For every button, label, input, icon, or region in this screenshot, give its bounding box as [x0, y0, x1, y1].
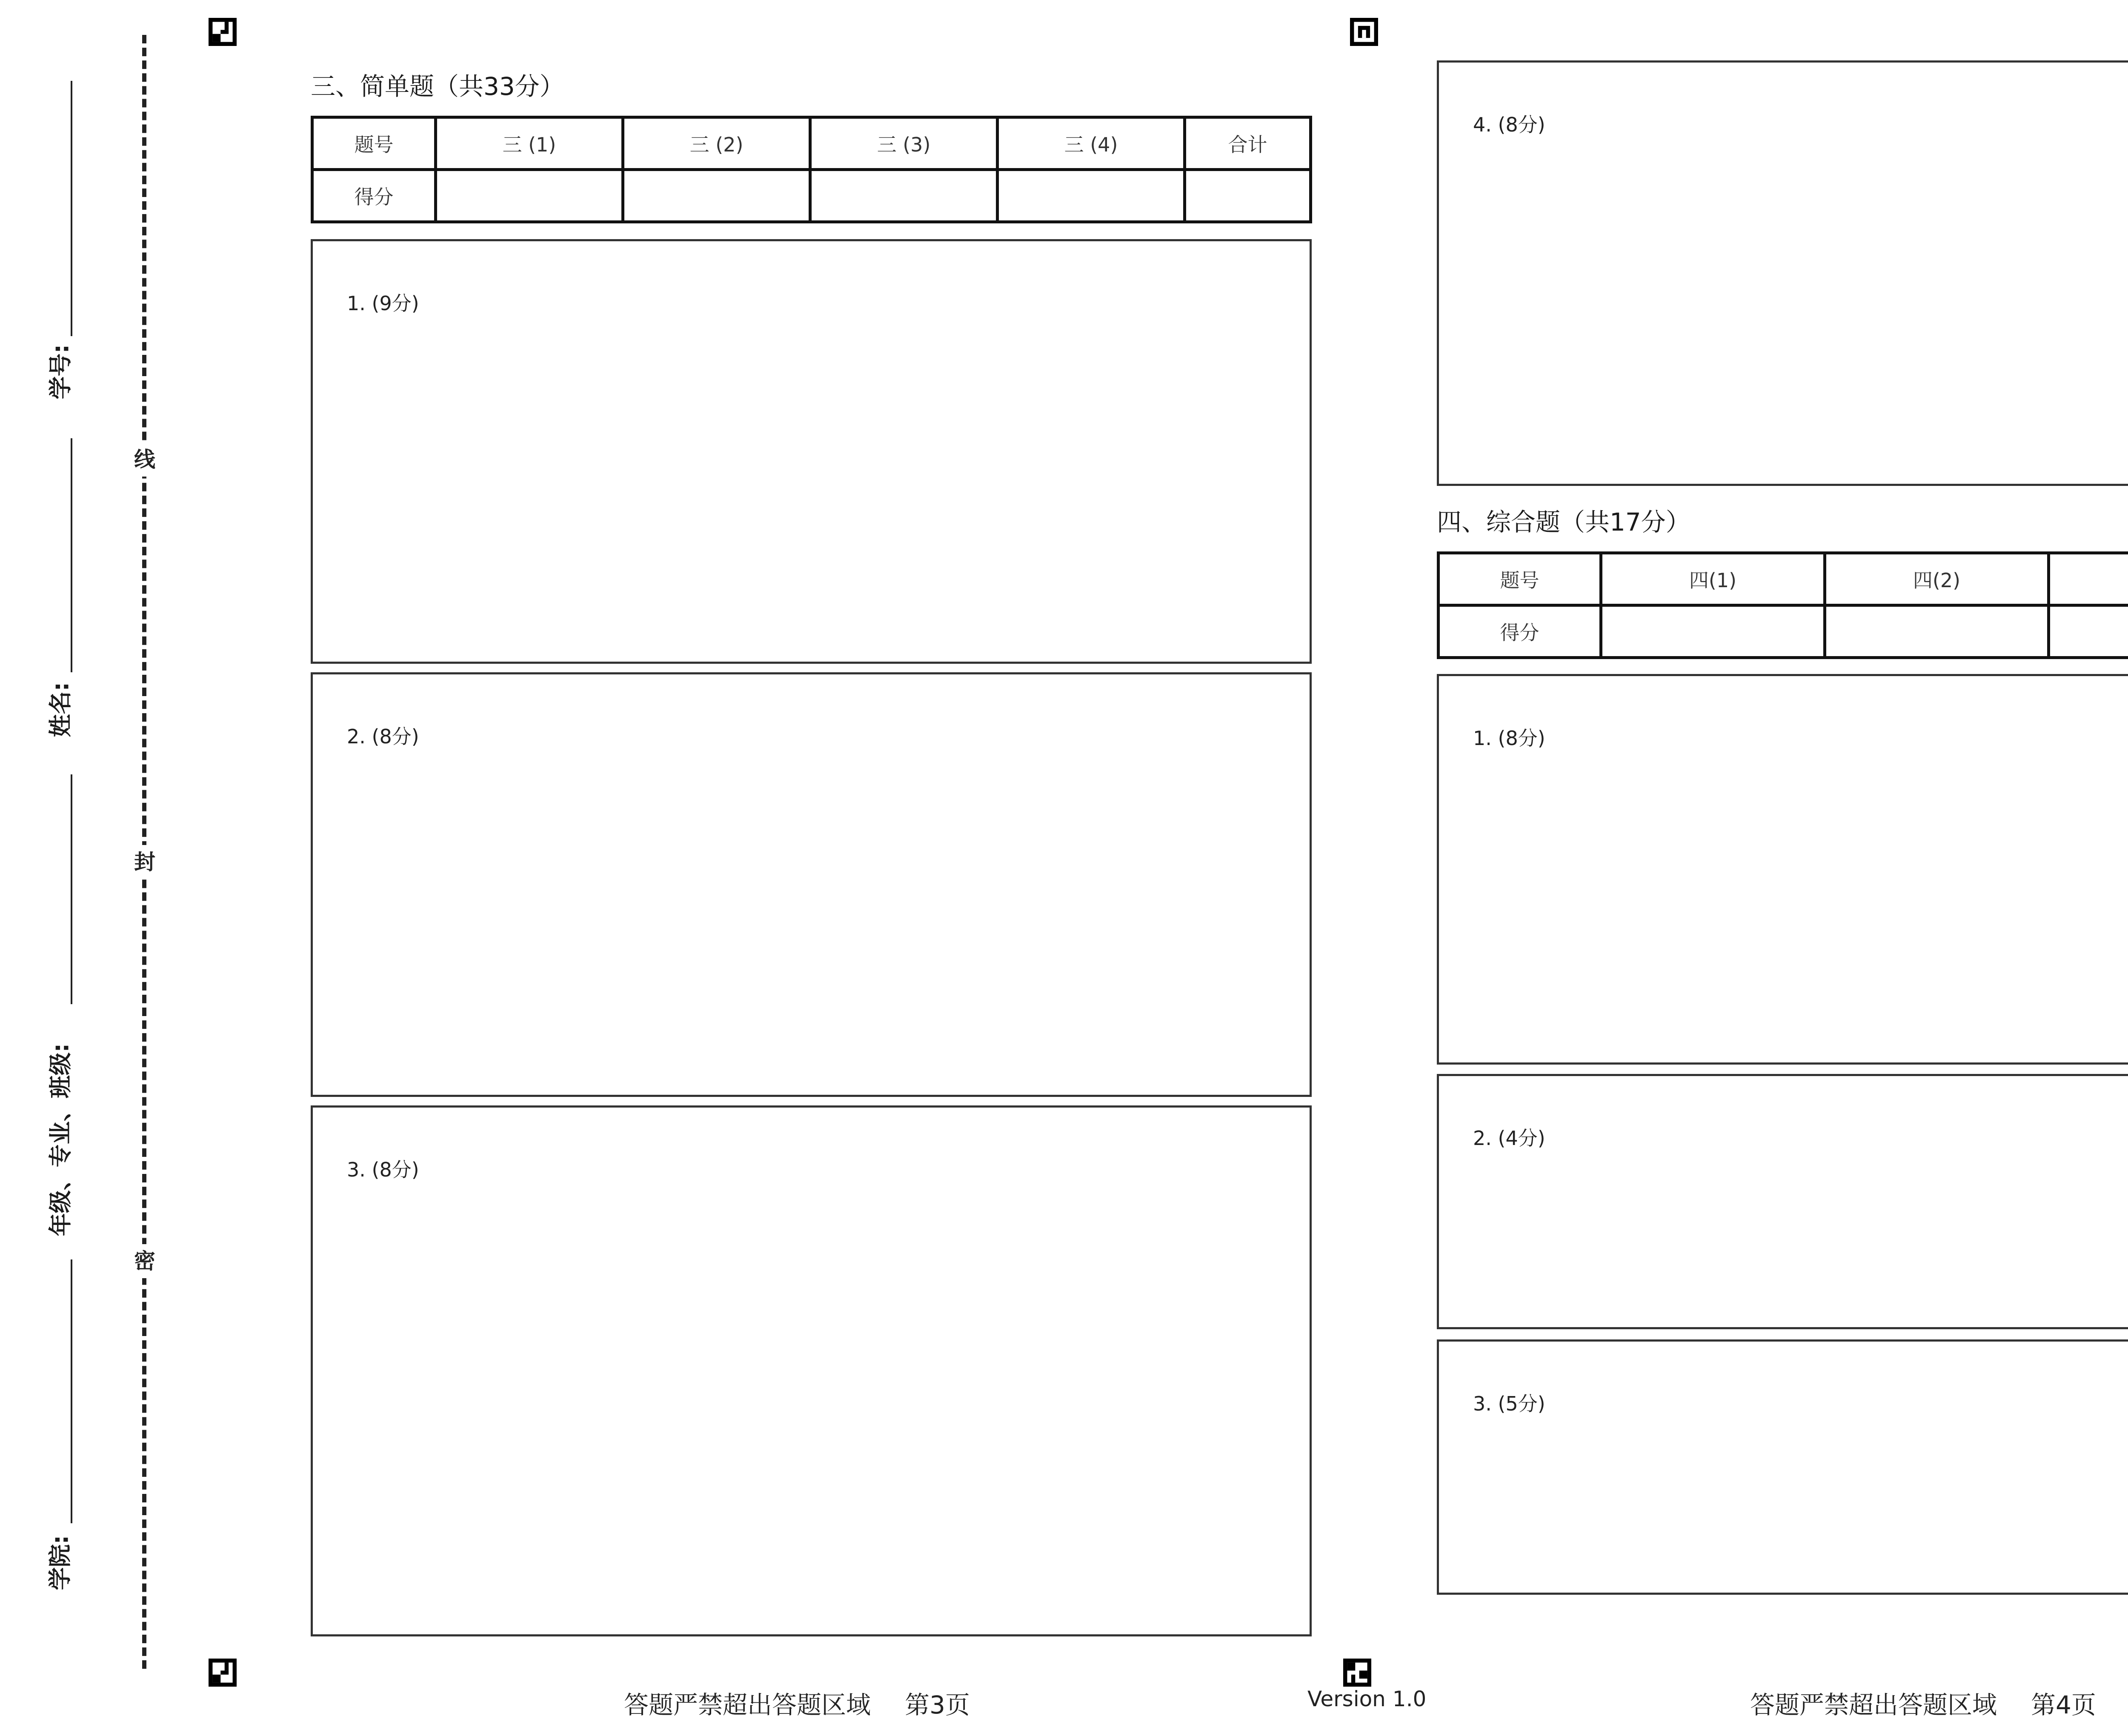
- grade-major-class-label: 年级、专业、班级:: [47, 1043, 74, 1236]
- name-line: [71, 438, 72, 672]
- page-4-footer: [1750, 1685, 2096, 1721]
- question-label: 1. (9分): [347, 292, 419, 315]
- score-row-label: 得分: [1439, 605, 1601, 658]
- footer-page-number: 第4页: [2031, 1690, 2096, 1719]
- section-three-title: 三、简单题（共33分）: [311, 72, 564, 101]
- version-label: Version 1.0: [1307, 1687, 1427, 1711]
- alignment-marker-bottom-left: [209, 1659, 237, 1687]
- score-header-cell: 题号: [312, 117, 436, 170]
- score-entry-cell[interactable]: [1185, 170, 1311, 222]
- score-table-score-row: [312, 170, 1311, 222]
- question-label: 2. (4分): [1473, 1127, 1545, 1150]
- grade-major-class-line: [71, 774, 72, 1004]
- college-line: [71, 1259, 72, 1523]
- question-label: 2. (8分): [347, 725, 419, 748]
- score-entry-cell[interactable]: [810, 170, 998, 222]
- college-label: 学院:: [46, 1535, 74, 1590]
- footer-page-number: 第3页: [905, 1690, 970, 1719]
- score-header-cell: 合计: [1185, 117, 1311, 170]
- score-header-cell: 四(2): [1825, 553, 2049, 605]
- score-table-header-row: [1439, 553, 2128, 605]
- page-3-footer: [624, 1685, 970, 1721]
- alignment-marker-top-center: [1350, 18, 1378, 46]
- footer-notice: 答题严禁超出答题区域: [1750, 1690, 1997, 1719]
- score-entry-cell[interactable]: [2049, 605, 2128, 658]
- answer-box-q3-3[interactable]: [311, 1105, 1312, 1636]
- answer-box-q4-1[interactable]: [1437, 674, 2128, 1065]
- section-four-title: 四、综合题（共17分）: [1437, 508, 1690, 537]
- answer-box-q4-3[interactable]: [1437, 1339, 2128, 1595]
- question-label: 3. (8分): [347, 1158, 419, 1181]
- score-header-cell: 四(1): [1601, 553, 1825, 605]
- seal-char-mi: 密: [133, 1244, 157, 1278]
- seal-char-feng: 封: [133, 845, 157, 879]
- student-id-line: [71, 81, 72, 336]
- student-id-label: 学号:: [47, 344, 74, 400]
- score-row-label: 得分: [312, 170, 436, 222]
- alignment-marker-bottom-center: [1343, 1659, 1371, 1687]
- score-header-cell: 三 (2): [623, 117, 810, 170]
- score-table-score-row: [1439, 605, 2128, 658]
- footer-notice: 答题严禁超出答题区域: [624, 1690, 871, 1719]
- score-entry-cell[interactable]: [623, 170, 810, 222]
- score-entry-cell[interactable]: [1601, 605, 1825, 658]
- score-header-cell: 三 (1): [436, 117, 623, 170]
- score-entry-cell[interactable]: [1825, 605, 2049, 658]
- score-header-cell: 三 (4): [998, 117, 1185, 170]
- name-label: 姓名:: [47, 682, 74, 737]
- score-header-cell: [2049, 553, 2128, 605]
- answer-box-q3-4[interactable]: [1437, 60, 2128, 486]
- section-four-score-table: [1437, 551, 2128, 659]
- question-label: 4. (8分): [1473, 113, 1545, 136]
- question-label: 3. (5分): [1473, 1392, 1545, 1415]
- section-three-score-table: [311, 116, 1312, 223]
- score-header-cell: 题号: [1439, 553, 1601, 605]
- score-entry-cell[interactable]: [436, 170, 623, 222]
- answer-box-q3-1[interactable]: [311, 239, 1312, 664]
- seal-char-xian: 线: [133, 443, 157, 477]
- score-header-cell: 三 (3): [810, 117, 998, 170]
- alignment-marker-top-left: [209, 18, 237, 46]
- score-entry-cell[interactable]: [998, 170, 1185, 222]
- question-label: 1. (8分): [1473, 727, 1545, 750]
- answer-box-q4-2[interactable]: [1437, 1074, 2128, 1329]
- score-table-header-row: [312, 117, 1311, 170]
- answer-box-q3-2[interactable]: [311, 672, 1312, 1097]
